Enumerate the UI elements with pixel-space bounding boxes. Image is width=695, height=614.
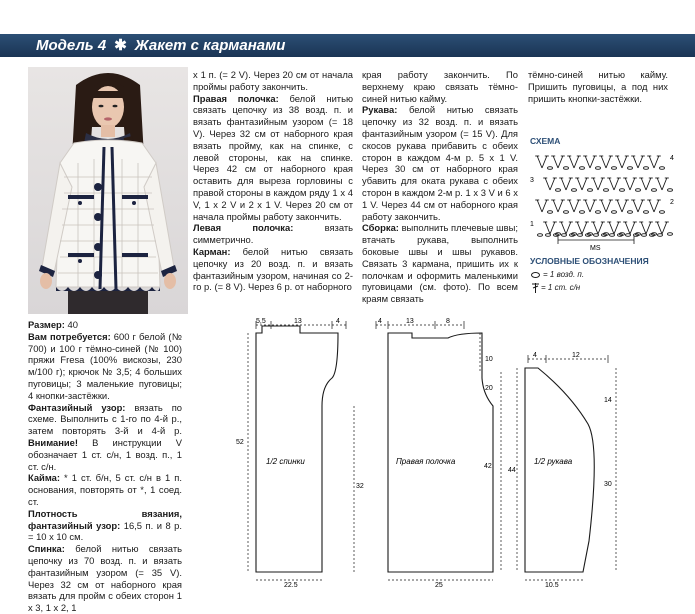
left-front-label: Левая полочка: bbox=[193, 222, 294, 234]
sleeve-dim-lower: 30 bbox=[604, 481, 612, 488]
back-label: Спинка: bbox=[28, 543, 65, 555]
right-front-paragraph bbox=[193, 93, 353, 223]
back-dim-top-mid: 13 bbox=[294, 318, 302, 325]
crochet-chart bbox=[528, 146, 678, 254]
sleeve-text: белой нитью связать цепочку из 32 возд. п. и вязать фантазийным узором (= 15 V). Для скосов рукава прибавить с обеих сторон в каждом 4-м р. 5 х 1 V. Через 30 см от наборного края убавить для оката рукава с обеих сторон в каждом 2-м р. 1 х 3 V и 6 х 1 V. Через 44 см от наборного края работу закончить. bbox=[362, 104, 519, 222]
pocket-paragraph bbox=[193, 246, 353, 293]
pocket-text: белой нитью связать цепочку из 20 возд. п. и вязать фантазийным узором, начиная со 2-го р. (= 8 V). Через 6 р. от наборного bbox=[193, 245, 353, 293]
row-number-2: 2 bbox=[670, 199, 674, 206]
left-front-paragraph bbox=[193, 222, 353, 246]
front-dim-neck: 10 bbox=[485, 356, 493, 363]
front-dim-side: 42 bbox=[484, 463, 492, 470]
materials-paragraph bbox=[28, 331, 182, 402]
assembly-text: выполнить плечевые швы; втачать рукава, выполнить боковые швы и швы рукавов. Связать 3 кармана, пришить их к полочкам и оформить маленькими пуговицами (см. фото). По всем краям связать bbox=[362, 222, 519, 305]
legend-item-chain bbox=[531, 270, 584, 279]
text-column-1 bbox=[28, 319, 182, 614]
front-dim-armhole: 20 bbox=[485, 385, 493, 392]
sleeve-dim-top-right: 12 bbox=[572, 352, 580, 359]
article-title: Жакет с карманами bbox=[134, 37, 286, 54]
fancy-pattern-label: Фантазийный узор: bbox=[28, 401, 126, 413]
attention-label: Внимание! bbox=[28, 436, 78, 448]
fancy-pattern-paragraph bbox=[28, 402, 182, 473]
back-dim-height: 52 bbox=[236, 439, 244, 446]
pattern-schematics bbox=[228, 316, 668, 587]
row-number-1: 1 bbox=[530, 221, 534, 228]
front-piece-label: Правая полочка bbox=[396, 457, 456, 466]
assembly-continued-text: тёмно-синей нитью кайму. Пришить пуговицы, а под них пришить кнопки-застёжки. bbox=[528, 69, 668, 104]
density-label: Плотность вязания, фантазийный узор: bbox=[28, 507, 182, 531]
back-dim-top-right: 4 bbox=[336, 318, 340, 325]
front-dim-top-right: 8 bbox=[446, 318, 450, 325]
size-label: Размер: bbox=[28, 319, 65, 330]
back-continued-text: х 1 п. (= 2 V). Через 20 см от начала проймы работу закончить. bbox=[193, 69, 353, 92]
row-number-4: 4 bbox=[670, 155, 674, 162]
back-piece-label: 1/2 спинки bbox=[266, 457, 305, 466]
header-title bbox=[36, 36, 285, 54]
density-paragraph bbox=[28, 508, 182, 543]
sleeve-dim-total: 44 bbox=[508, 467, 516, 474]
legend-item-dc-text: = 1 ст. с/н bbox=[541, 283, 581, 293]
jacket-illustration bbox=[28, 67, 188, 314]
density-text: 16,5 п. и 8 р. = 10 х 10 см. bbox=[28, 519, 182, 543]
front-schematic bbox=[376, 321, 501, 580]
back-dim-bottom: 22,5 bbox=[284, 582, 298, 587]
legend-item-chain-text: = 1 возд. п. bbox=[543, 270, 585, 279]
sleeve-schematic bbox=[517, 355, 616, 580]
back-text: белой нитью связать цепочку из 70 возд. п. и вязать фантазийным узором (= 35 V). Через 32 см от наборного края вязать для пройм с обеих сторон 1 х 3, 1 х 2, 1 bbox=[28, 543, 182, 614]
double-crochet-icon bbox=[531, 283, 540, 293]
attention-text: В инструкции V обозначает 1 ст. с/н, 1 возд. п., 1 ст. с/н. bbox=[28, 436, 182, 472]
size-paragraph bbox=[28, 319, 182, 331]
assembly-label: Сборка: bbox=[362, 222, 399, 234]
legend-item-dc bbox=[531, 283, 580, 293]
page-header bbox=[0, 34, 695, 57]
edging-text: * 1 ст. б/н, 5 ст. с/н в 1 п. основания, повторять от *, 1 соед. ст. bbox=[28, 472, 182, 507]
model-photo bbox=[28, 67, 188, 314]
materials-label: Вам потребуется: bbox=[28, 330, 111, 342]
edging-paragraph bbox=[28, 472, 182, 507]
pocket-continued-text: края работу закончить. По верхнему краю связать тёмно-синей нитью кайму. bbox=[362, 69, 518, 104]
repeat-label: MS bbox=[590, 245, 601, 252]
legend-title: УСЛОВНЫЕ ОБОЗНАЧЕНИЯ bbox=[530, 256, 649, 266]
right-front-text: белой нитью связать цепочку из 38 возд. п. и вязать фантазийным узором (= 18 V). Через 32 см от наборного края вязать пройму, как на спинке, с левой стороны, как на спинке. Через 42 см от наборного края оставить для выреза горловины с правой стороны в каждом ряду 1 х 4 V, 1 х 2 V и 2 х 1 V. Через 20 см от начала проймы работу закончить. bbox=[193, 92, 354, 222]
row-number-3: 3 bbox=[530, 177, 534, 184]
materials-text: 600 г белой (№ 700) и 100 г тёмно-синей (№ 100) пряжи Fresa (100% вискозы, 230 м/100 г); крючок № 3,5; 4 больших пуговицы; 3 маленькие пуговицы; 4 кнопки-застёжки. bbox=[28, 330, 182, 401]
back-schematic bbox=[248, 321, 354, 580]
text-column-4 bbox=[528, 69, 668, 104]
sleeve-piece-label: 1/2 рукава bbox=[534, 457, 573, 466]
front-dim-top-left: 4 bbox=[378, 318, 382, 325]
sleeve-dim-top-left: 4 bbox=[533, 352, 537, 359]
right-front-label: Правая полочка: bbox=[193, 92, 279, 104]
text-column-3 bbox=[362, 69, 518, 305]
left-front-text: вязать симметрично. bbox=[193, 222, 353, 246]
chain-stitch-icon bbox=[531, 272, 540, 278]
pocket-label: Карман: bbox=[193, 245, 231, 257]
sleeve-dim-bottom: 10,5 bbox=[545, 582, 559, 587]
star-icon: ✱ bbox=[114, 37, 127, 54]
back-dim-lower: 32 bbox=[356, 483, 364, 490]
front-dim-top-mid: 13 bbox=[406, 318, 414, 325]
sleeve-paragraph bbox=[362, 104, 518, 222]
sleeve-label: Рукава: bbox=[362, 104, 398, 116]
edging-label: Кайма: bbox=[28, 472, 60, 484]
model-number: Модель 4 bbox=[36, 37, 107, 54]
back-paragraph bbox=[28, 543, 182, 614]
back-dim-top-left: 5,5 bbox=[256, 318, 266, 325]
assembly-paragraph bbox=[362, 222, 518, 305]
fancy-pattern-text: вязать по схеме. Выполнить с 1-го по 4-й р., затем повторять 3-й и 4-й р. bbox=[28, 401, 182, 437]
size-value: 40 bbox=[67, 319, 78, 330]
text-column-2 bbox=[193, 69, 353, 293]
front-dim-bottom: 25 bbox=[435, 582, 443, 587]
diagram-title: СХЕМА bbox=[530, 136, 561, 146]
sleeve-dim-cap: 14 bbox=[604, 397, 612, 404]
